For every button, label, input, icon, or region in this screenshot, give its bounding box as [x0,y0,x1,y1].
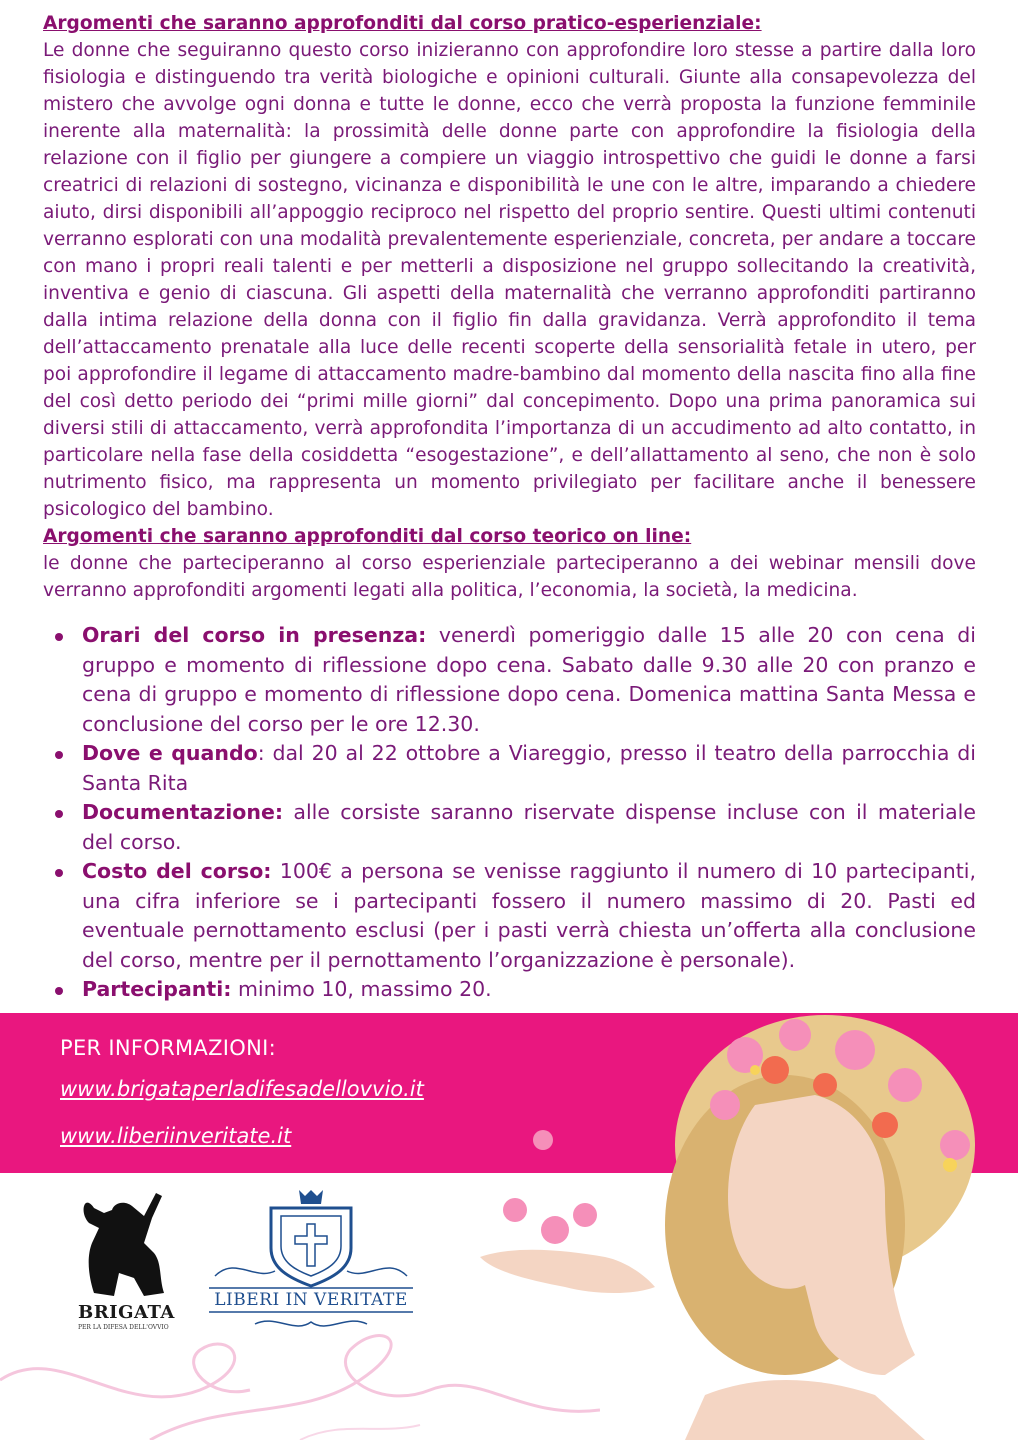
bullet-icon [55,633,63,641]
online-body: le donne che parteciperanno al corso esperienziale parteciperanno a dei webinar mensili dove verranno approfonditi argomenti legati alla politica, l’economia, la società, la medicina. [43,553,976,601]
brigata-link[interactable]: www.brigataperladifesadellovvio.it [60,1077,424,1101]
knight-icon [74,1188,178,1308]
course-details-list [55,621,976,1005]
list-item [55,857,976,975]
detail-label: Costo del corso: [82,859,272,883]
detail-label: Documentazione: [82,800,284,824]
list-item [55,739,976,798]
brigata-subtitle: PER LA DIFESA DELL'OVVIO [78,1324,169,1331]
bullet-icon [55,987,63,995]
detail-text: 100€ a persona se venisse raggiunto il numero di 10 partecipanti, una cifra inferiore se i partecipanti fossero il numero massimo di 20. Pasti ed eventuale pernottamento esclusi (per i pasti verrà chiesta un’offerta alla conclusione del corso, mentre per il pernottamento l’organizzazione è personale). [82,859,976,972]
main-text [43,10,976,604]
detail-text: venerdì pomeriggio dalle 15 alle 20 con cena di gruppo e momento di riflessione dopo cena. Sabato dalle 9.30 alle 20 con pranzo e cena di gruppo e momento di riflessione dopo cena. Domenica mattina Santa Messa e conclusione del corso per le ore 12.30. [82,623,976,736]
detail-label: Orari del corso in presenza: [82,623,427,647]
brigata-name: BRIGATA [78,1302,175,1323]
detail-label: Dove e quando [82,741,258,765]
woman-with-flowers-image [455,995,1018,1440]
practical-heading: Argomenti che saranno approfonditi dal corso pratico-esperienziale: [43,13,762,34]
bullet-icon [55,751,63,759]
bullet-icon [55,810,63,818]
detail-text: minimo 10, massimo 20. [231,977,492,1001]
liberi-link[interactable]: www.liberiinveritate.it [60,1124,292,1148]
practical-body: Le donne che seguiranno questo corso inizieranno con approfondire loro stesse a partire dalla loro fisiologia e distinguendo tra verità biologiche e opinioni culturali. Giunte alla consapevolezza del mistero che avvolge ogni donna e tutte le donne, ecco che verrà proposta la funzione femminile inerente alla maternalità: la prossimità delle donne parte con approfondire la fisiologia della relazione con il figlio per giungere a compiere un viaggio introspettivo che guidi le donne a farsi creatrici di relazioni di sostegno, vicinanza e disponibilità le une con le altre, imparando a chiedere aiuto, dirsi disponibili all’appoggio reciproco nel rispetto del proprio sentire. Questi ultimi contenuti verranno esplorati con una modalità prevalentemente esperienziale, concreta, per andare a toccare con mano i propri reali talenti e per metterli a disposizione nel gruppo sollecitando la creatività, inventiva e genio di ciascuna. Gli aspetti della maternalità che verranno approfonditi partiranno dalla intima relazione della donna con il figlio fin dalla gravidanza. Verrà approfondito il tema dell’attaccamento prenatale alla luce delle recenti scoperte della sensorialità fetale in utero, per poi approfondire il legame di attaccamento madre-bambino dal momento della nascita fino alla fine del così detto periodo dei “primi mille giorni” dal concepimento. Dopo una prima panoramica sui diversi stili di attaccamento, verrà approfondita l’importanza di un accudimento ad alto contatto, in particolare nella fase della cosiddetta “esogestazione”, e dell’allattamento al seno, che non è solo nutrimento fisico, ma rappresenta un momento privilegiato per facilitare anche il benessere psicologico del bambino. [43,40,976,520]
bullet-icon [55,869,63,877]
list-item [55,621,976,739]
crest-icon [205,1186,417,1338]
brigata-logo [74,1188,178,1336]
list-item [55,798,976,857]
detail-text: alle corsiste saranno riservate dispense incluse con il materiale del corso. [82,800,976,854]
online-heading: Argomenti che saranno approfonditi dal corso teorico on line: [43,526,692,547]
detail-text: : dal 20 al 22 ottobre a Viareggio, presso il teatro della parrocchia di Santa Rita [82,741,976,795]
liberi-name: LIBERI IN VERITATE [214,1290,408,1310]
liberi-logo [205,1186,417,1338]
info-title: PER INFORMAZIONI: [60,1036,276,1060]
detail-label: Partecipanti: [82,977,232,1001]
